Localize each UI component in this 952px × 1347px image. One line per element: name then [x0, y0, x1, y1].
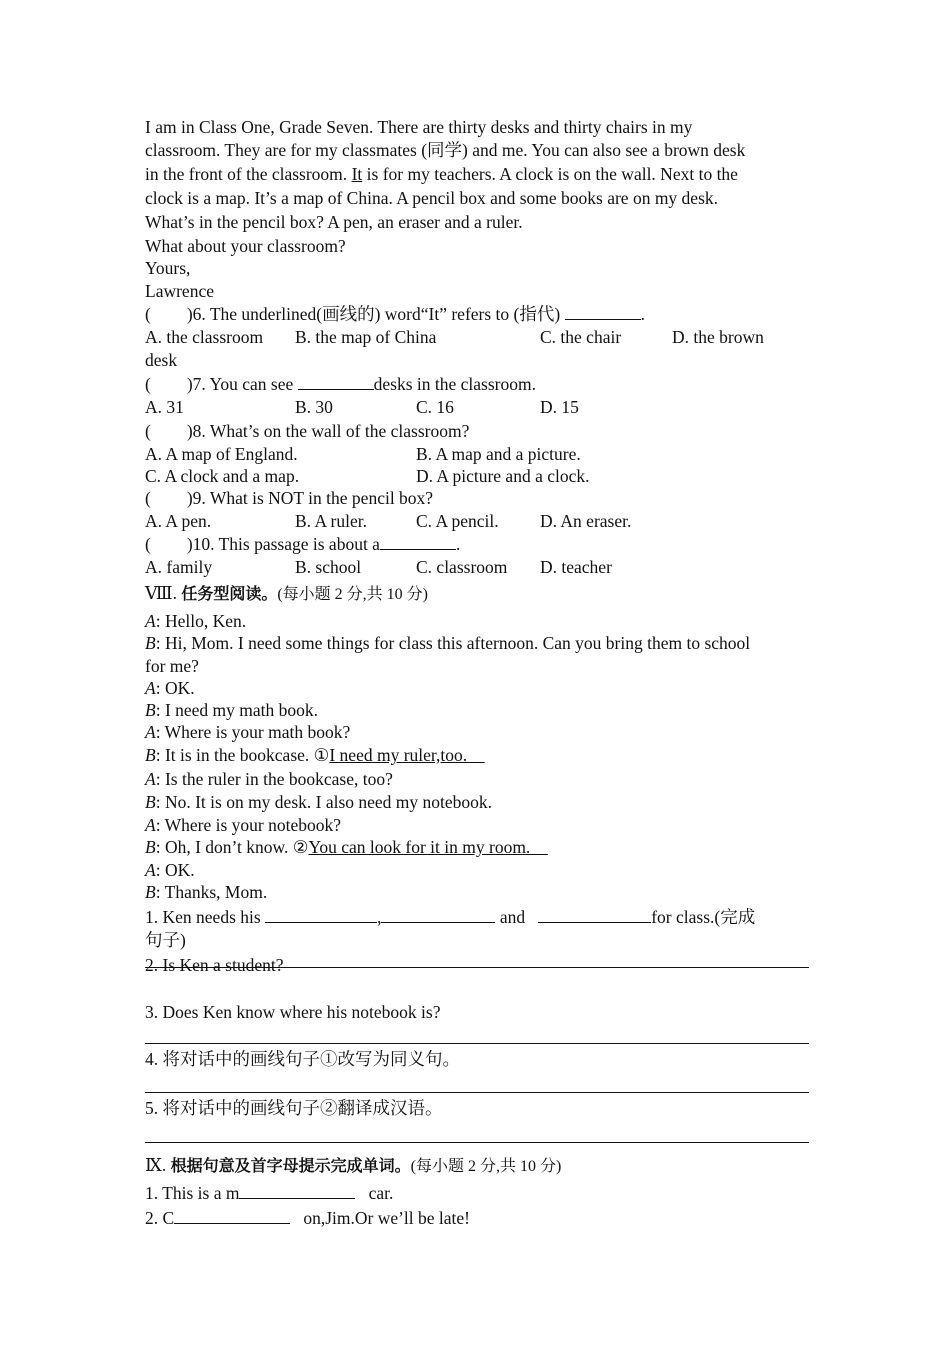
question-stem: )8. What’s on the wall of the classroom? [186, 421, 470, 441]
question-stem: )9. What is NOT in the pencil box? [186, 488, 434, 508]
dialogue-text: : I need my math book. [155, 700, 319, 720]
question-text: car. [355, 1183, 394, 1203]
task-1 [145, 906, 755, 928]
speaker: B [145, 700, 156, 720]
dialogue-line [145, 814, 341, 836]
speaker: A [145, 678, 156, 698]
answer-blank[interactable] [239, 1182, 355, 1199]
passage-line: Lawrence [145, 281, 214, 301]
speaker: A [145, 815, 156, 835]
option-b: B. 30 [295, 397, 333, 417]
option-a: A. family [145, 557, 213, 577]
task-text: 1. Ken needs his [145, 907, 266, 927]
answer-blank[interactable] [380, 533, 456, 550]
speaker: A [145, 769, 156, 789]
section-score: (每小题 2 分,共 10 分) [410, 1158, 562, 1175]
dialogue-line [145, 744, 485, 766]
speaker: B [145, 792, 156, 812]
passage-line: I am in Class One, Grade Seven. There are thirty desks and thirty chairs in my [145, 117, 693, 137]
passage-text: is for my teachers. A clock is on the wall. Next to the [366, 164, 738, 184]
dialogue-line [145, 768, 393, 790]
question-6 [145, 303, 645, 325]
question-end: . [640, 304, 645, 324]
option-d: D. An eraser. [540, 511, 632, 531]
underlined-word: It [351, 164, 363, 184]
option-d: D. teacher [540, 557, 612, 577]
option-d: D. 15 [540, 397, 579, 417]
question-text: on,Jim.Or we’ll be late! [290, 1208, 470, 1228]
answer-paren: ( [145, 488, 151, 508]
option-d: D. A picture and a clock. [416, 466, 590, 486]
answer-blank[interactable] [381, 906, 495, 923]
task-text: for class.(完成 [651, 907, 756, 927]
dialogue-text: : Where is your notebook? [155, 815, 342, 835]
speaker: A [145, 611, 156, 631]
dialogue-line [145, 610, 246, 632]
option-b: B. A ruler. [295, 511, 367, 531]
option-c: C. A clock and a map. [145, 466, 300, 486]
speaker: B [145, 837, 156, 857]
passage-line: clock is a map. It’s a map of China. A pencil box and some books are on my desk. [145, 188, 719, 208]
passage-text: in the front of the classroom. [145, 164, 352, 184]
question-end: . [455, 534, 461, 554]
option-b: B. school [295, 557, 362, 577]
dialogue-line [145, 699, 318, 721]
answer-blank[interactable] [174, 1207, 290, 1224]
passage-line: classroom. They are for my classmates (同学) and me. You can also see a brown desk [145, 140, 746, 160]
dialogue-text: : Thanks, Mom. [155, 882, 268, 902]
task-text: and [495, 907, 530, 927]
option-c: C. the chair [540, 327, 622, 347]
dialogue-text: for me? [145, 656, 199, 676]
answer-line[interactable] [145, 967, 809, 968]
dialogue-line [145, 859, 195, 881]
dialogue-text: : Where is your math book? [155, 722, 351, 742]
dialogue-text: : No. It is on my desk. I also need my notebook. [155, 792, 493, 812]
fill-question-2 [145, 1207, 470, 1229]
option-b: B. the map of China [295, 327, 437, 347]
section-8-heading [145, 582, 428, 606]
dialogue-line [145, 632, 750, 654]
section-title: 根据句意及首字母提示完成单词。 [170, 1156, 411, 1175]
passage-line: Yours, [145, 258, 191, 278]
dialogue-text: : Is the ruler in the bookcase, too? [155, 769, 393, 789]
answer-paren: ( [145, 421, 151, 441]
question-end: desks in the classroom. [373, 374, 536, 394]
dialogue-text: : OK. [155, 860, 195, 880]
passage-line: What about your classroom? [145, 236, 346, 256]
answer-paren: ( [145, 374, 151, 394]
section-score: (每小题 2 分,共 10 分) [277, 586, 429, 603]
question-stem: )7. You can see [186, 374, 298, 394]
question-stem: )10. This passage is about a [186, 534, 380, 554]
speaker: A [145, 860, 156, 880]
option-b: B. A map and a picture. [416, 444, 581, 464]
task-text: , [377, 907, 382, 927]
dialogue-line [145, 836, 548, 858]
task-1-wrap: 句子) [145, 930, 186, 950]
passage-line: What’s in the pencil box? A pen, an eraser and a ruler. [145, 212, 523, 232]
speaker: A [145, 722, 156, 742]
underlined-sentence-2: You can look for it in my room. [308, 837, 548, 857]
task-2: 2. Is Ken a student? [145, 955, 284, 975]
question-10 [145, 533, 460, 555]
section-title: 任务型阅读。 [181, 584, 278, 603]
question-text: 2. C [145, 1208, 175, 1228]
dialogue-text: : Oh, I don’t know. ② [155, 837, 309, 857]
dialogue-text: : OK. [155, 678, 195, 698]
question-text: 1. This is a m [145, 1183, 240, 1203]
passage-line [145, 163, 738, 185]
speaker: B [145, 633, 156, 653]
section-9-heading [145, 1154, 561, 1178]
answer-paren: ( [145, 304, 151, 324]
dialogue-line [145, 677, 195, 699]
option-c: C. classroom [416, 557, 508, 577]
question-7 [145, 373, 536, 395]
answer-blank[interactable] [565, 303, 641, 320]
option-a: A. A pen. [145, 511, 212, 531]
speaker: B [145, 882, 156, 902]
underlined-sentence-1: I need my ruler,too. [329, 745, 485, 765]
option-a: A. the classroom [145, 327, 264, 347]
answer-line[interactable] [145, 1092, 809, 1093]
answer-line[interactable] [145, 1142, 809, 1143]
speaker: B [145, 745, 156, 765]
answer-blank[interactable] [298, 373, 374, 390]
option-d-wrap: desk [145, 350, 178, 370]
answer-paren: ( [145, 534, 151, 554]
dialogue-text: : It is in the bookcase. ① [155, 745, 330, 765]
question-8 [145, 420, 469, 442]
question-9 [145, 487, 433, 509]
dialogue-line [145, 721, 350, 743]
dialogue-line [145, 791, 492, 813]
answer-blank[interactable] [265, 906, 377, 923]
section-numeral: Ⅸ. [145, 1155, 171, 1175]
section-numeral: Ⅷ. [145, 583, 182, 603]
option-d: D. the brown [672, 327, 764, 347]
task-4: 4. 将对话中的画线句子①改写为同义句。 [145, 1049, 460, 1069]
answer-blank[interactable] [538, 906, 651, 923]
dialogue-line [145, 881, 267, 903]
task-5: 5. 将对话中的画线句子②翻译成汉语。 [145, 1098, 443, 1118]
dialogue-text: : Hello, Ken. [155, 611, 247, 631]
fill-question-1 [145, 1182, 393, 1204]
answer-line[interactable] [145, 1043, 809, 1044]
option-a: A. 31 [145, 397, 184, 417]
question-stem: )6. The underlined(画线的) word“It” refers to (指代) [186, 304, 565, 324]
option-a: A. A map of England. [145, 444, 298, 464]
option-c: C. 16 [416, 397, 454, 417]
option-c: C. A pencil. [416, 511, 499, 531]
task-3: 3. Does Ken know where his notebook is? [145, 1002, 441, 1022]
dialogue-text: : Hi, Mom. I need some things for class this afternoon. Can you bring them to school [155, 633, 751, 653]
dialogue-line [145, 655, 199, 677]
